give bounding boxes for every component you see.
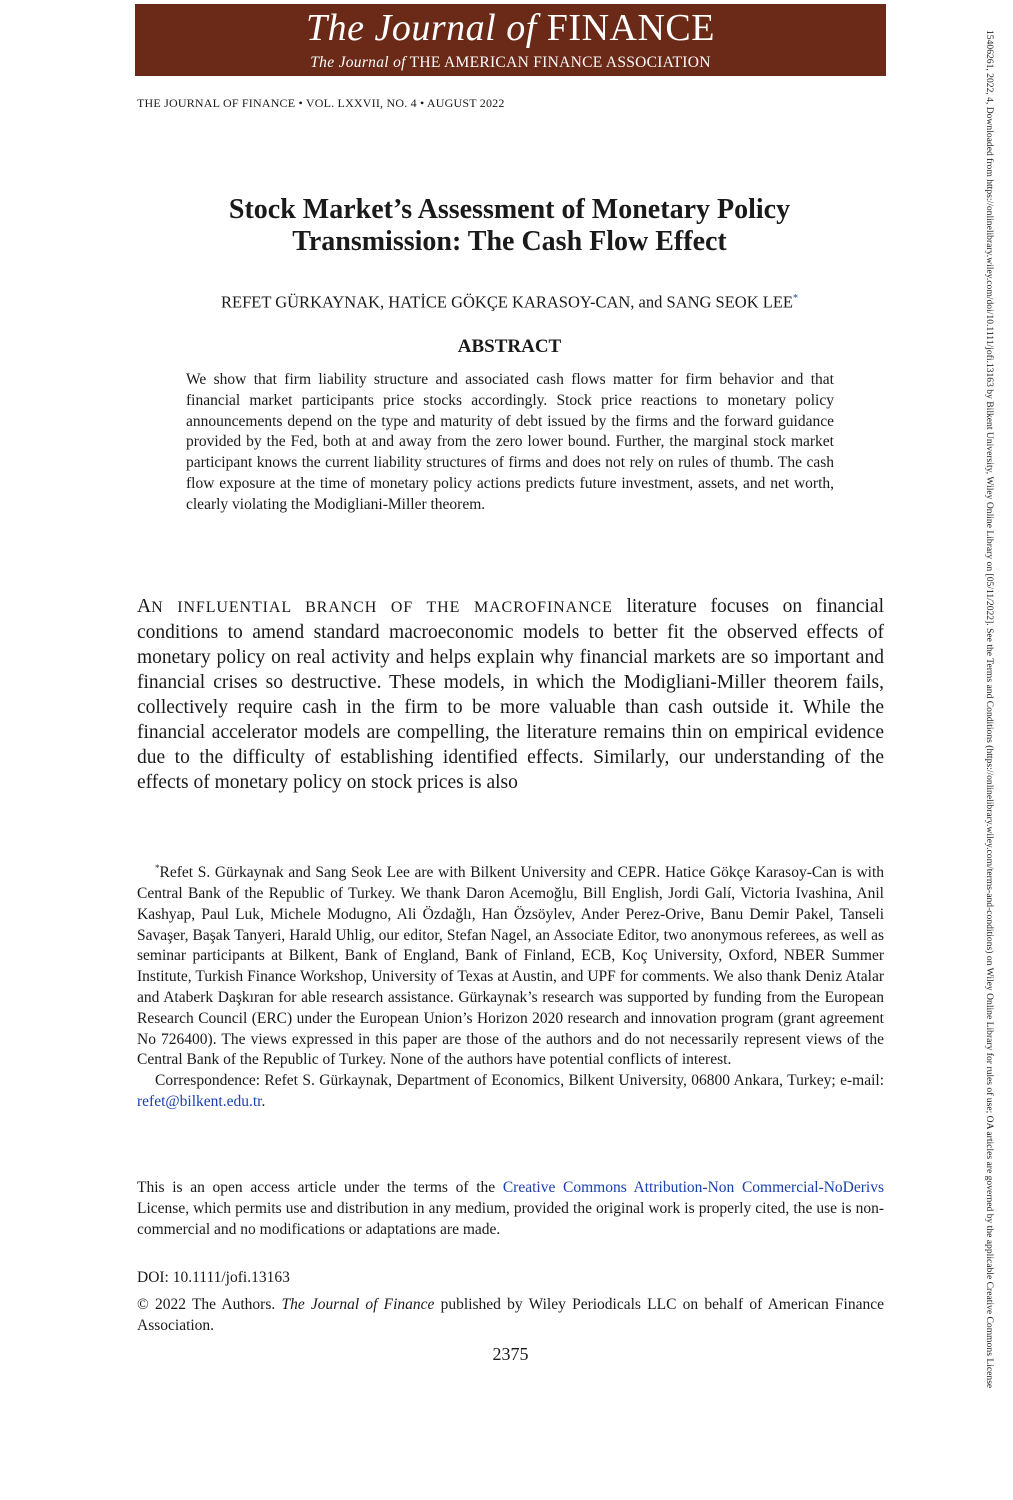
license-link[interactable]: Creative Commons Attribution-Non Commercial-NoDerivs: [502, 1179, 884, 1196]
authors-text: REFET GÜRKAYNAK, HATİCE GÖKÇE KARASOY-CAN, and SANG SEOK LEE: [220, 292, 793, 312]
email-link[interactable]: refet@bilkent.edu.tr: [137, 1092, 262, 1110]
banner-finance: FINANCE: [546, 7, 715, 49]
download-side-note: [975, 30, 1005, 1470]
copyright-prefix: © 2022 The Authors.: [137, 1296, 282, 1313]
correspondence-end: .: [261, 1092, 266, 1110]
body-paragraph: [137, 594, 884, 795]
footnote-para-1-text: Refet S. Gürkaynak and Sang Seok Lee are with Bilkent University and CEPR. Hatice Gökçe Karasoy-Can is with Central Bank of the Republic of Turkey. We thank Daron Acemoğlu, Bill English, Jordi Galí, Victoria Ivashina, Anil Kashyap, Paul Luk, Michele Modugno, Ali Özdağlı, Han Özsöylev, Ander Perez-Orive, Banu Demir Pakel, Tanseli Savaşer, Başak Tanyeri, Harald Uhlig, our editor, Stefan Nagel, an Associate Editor, two anonymous referees, as well as seminar participants at Bilkent, Bank of England, Bank of Finland, ECB, Koç University, Oxford, NBER Summer Institute, Turkish Finance Workshop, University of Texas at Austin, and UPF for comments. We also thank Deniz Atalar and Ataberk Daşkıran for able research assistance. Gürkaynak’s research was supported by funding from the European Research Council (ERC) under the European Union’s Horizon 2020 research and innovation program (grant agreement No 726400). The views expressed in this paper are those of the authors and do not necessarily represent views of the Central Bank of the Republic of Turkey. None of the authors have potential conflicts of interest.: [137, 864, 884, 1069]
footnote-para-1: [137, 858, 884, 1071]
banner-title: [135, 6, 886, 50]
title-line-1: Stock Market’s Assessment of Monetary Policy: [228, 194, 791, 225]
acknowledgment-footnote: [137, 858, 884, 1113]
banner-journal-of: Journal of: [374, 7, 537, 49]
copyright-suffix: published by Wiley Periodicals LLC on behalf of American Finance Association.: [137, 1296, 885, 1334]
author-footnote-mark[interactable]: *: [793, 293, 798, 304]
author-list: [137, 288, 882, 314]
license-prefix: This is an open access article under the terms of the: [137, 1179, 503, 1196]
drop-cap: A: [137, 596, 152, 617]
doi: DOI: 10.1111/jofi.13163: [137, 1269, 290, 1286]
banner-sub-rest: THE AMERICAN FINANCE ASSOCIATION: [409, 54, 711, 71]
running-head: THE JOURNAL OF FINANCE • VOL. LXXVII, NO. 4 • AUGUST 2022: [137, 96, 505, 110]
article-title: [137, 194, 882, 258]
body-text: literature focuses on financial conditions to amend standard macroeconomic models to better fit the observed effects of monetary policy on real activity and helps explain why financial markets are so important and financial crises so destructive. These models, in which the Modigliani-Miller theorem fails, collectively require cash in the firm to be more valuable than cash outside it. While the financial accelerator models are compelling, the literature remains thin on empirical evidence due to the difficulty of establishing identified effects. Similarly, our understanding of the effects of monetary policy on stock prices is also: [137, 596, 884, 793]
banner-the: The: [306, 7, 365, 49]
footnote-para-2: [137, 1071, 884, 1113]
side-note-text: 15406261, 2022, 4, Downloaded from https://onlinelibrary.wiley.com/doi/10.1111/jofi.13163 by Bilkent University, Wiley Online Library on [05/11/2022]. See the Terms and Conditions (https://onlinelibrary.wiley.com/terms-and-conditions) on Wiley Online Library for rules of use; OA articles are governed by the applicable Creative Commons License: [984, 30, 995, 1389]
copyright-note: [137, 1295, 884, 1337]
correspondence-text: Correspondence: Refet S. Gürkaynak, Department of Economics, Bilkent University, 06800 Ankara, Turkey; e-mail:: [155, 1072, 884, 1090]
banner-subtitle: [135, 54, 886, 72]
journal-banner: [135, 4, 886, 76]
footnote-mark: *: [155, 863, 160, 873]
license-suffix: License, which permits use and distribution in any medium, provided the original work is properly cited, the use is non-commercial and no modifications or adaptations are made.: [137, 1199, 884, 1238]
page-number: 2375: [492, 1344, 529, 1364]
license-note: [137, 1178, 884, 1240]
copyright-journal: The Journal of Finance: [281, 1296, 435, 1313]
banner-sub-italic: The Journal of: [310, 54, 406, 71]
small-caps-lead: N INFLUENTIAL BRANCH OF THE MACROFINANCE: [151, 599, 613, 616]
title-line-2: Transmission: The Cash Flow Effect: [292, 226, 727, 257]
abstract-heading: ABSTRACT: [457, 336, 562, 357]
abstract-text: We show that firm liability structure and associated cash flows matter for firm behavior and that financial market participants price stocks accordingly. Stock price reactions to monetary policy announcements depend on the type and maturity of debt issued by the firms and the forward guidance provided by the Fed, both at and away from the zero lower bound. Further, the marginal stock market participant knows the current liability structures of firms and does not rely on rules of thumb. The cash flow exposure at the time of monetary policy actions predicts future investment, assets, and net worth, clearly violating the Modigliani-Miller theorem.: [186, 371, 834, 513]
